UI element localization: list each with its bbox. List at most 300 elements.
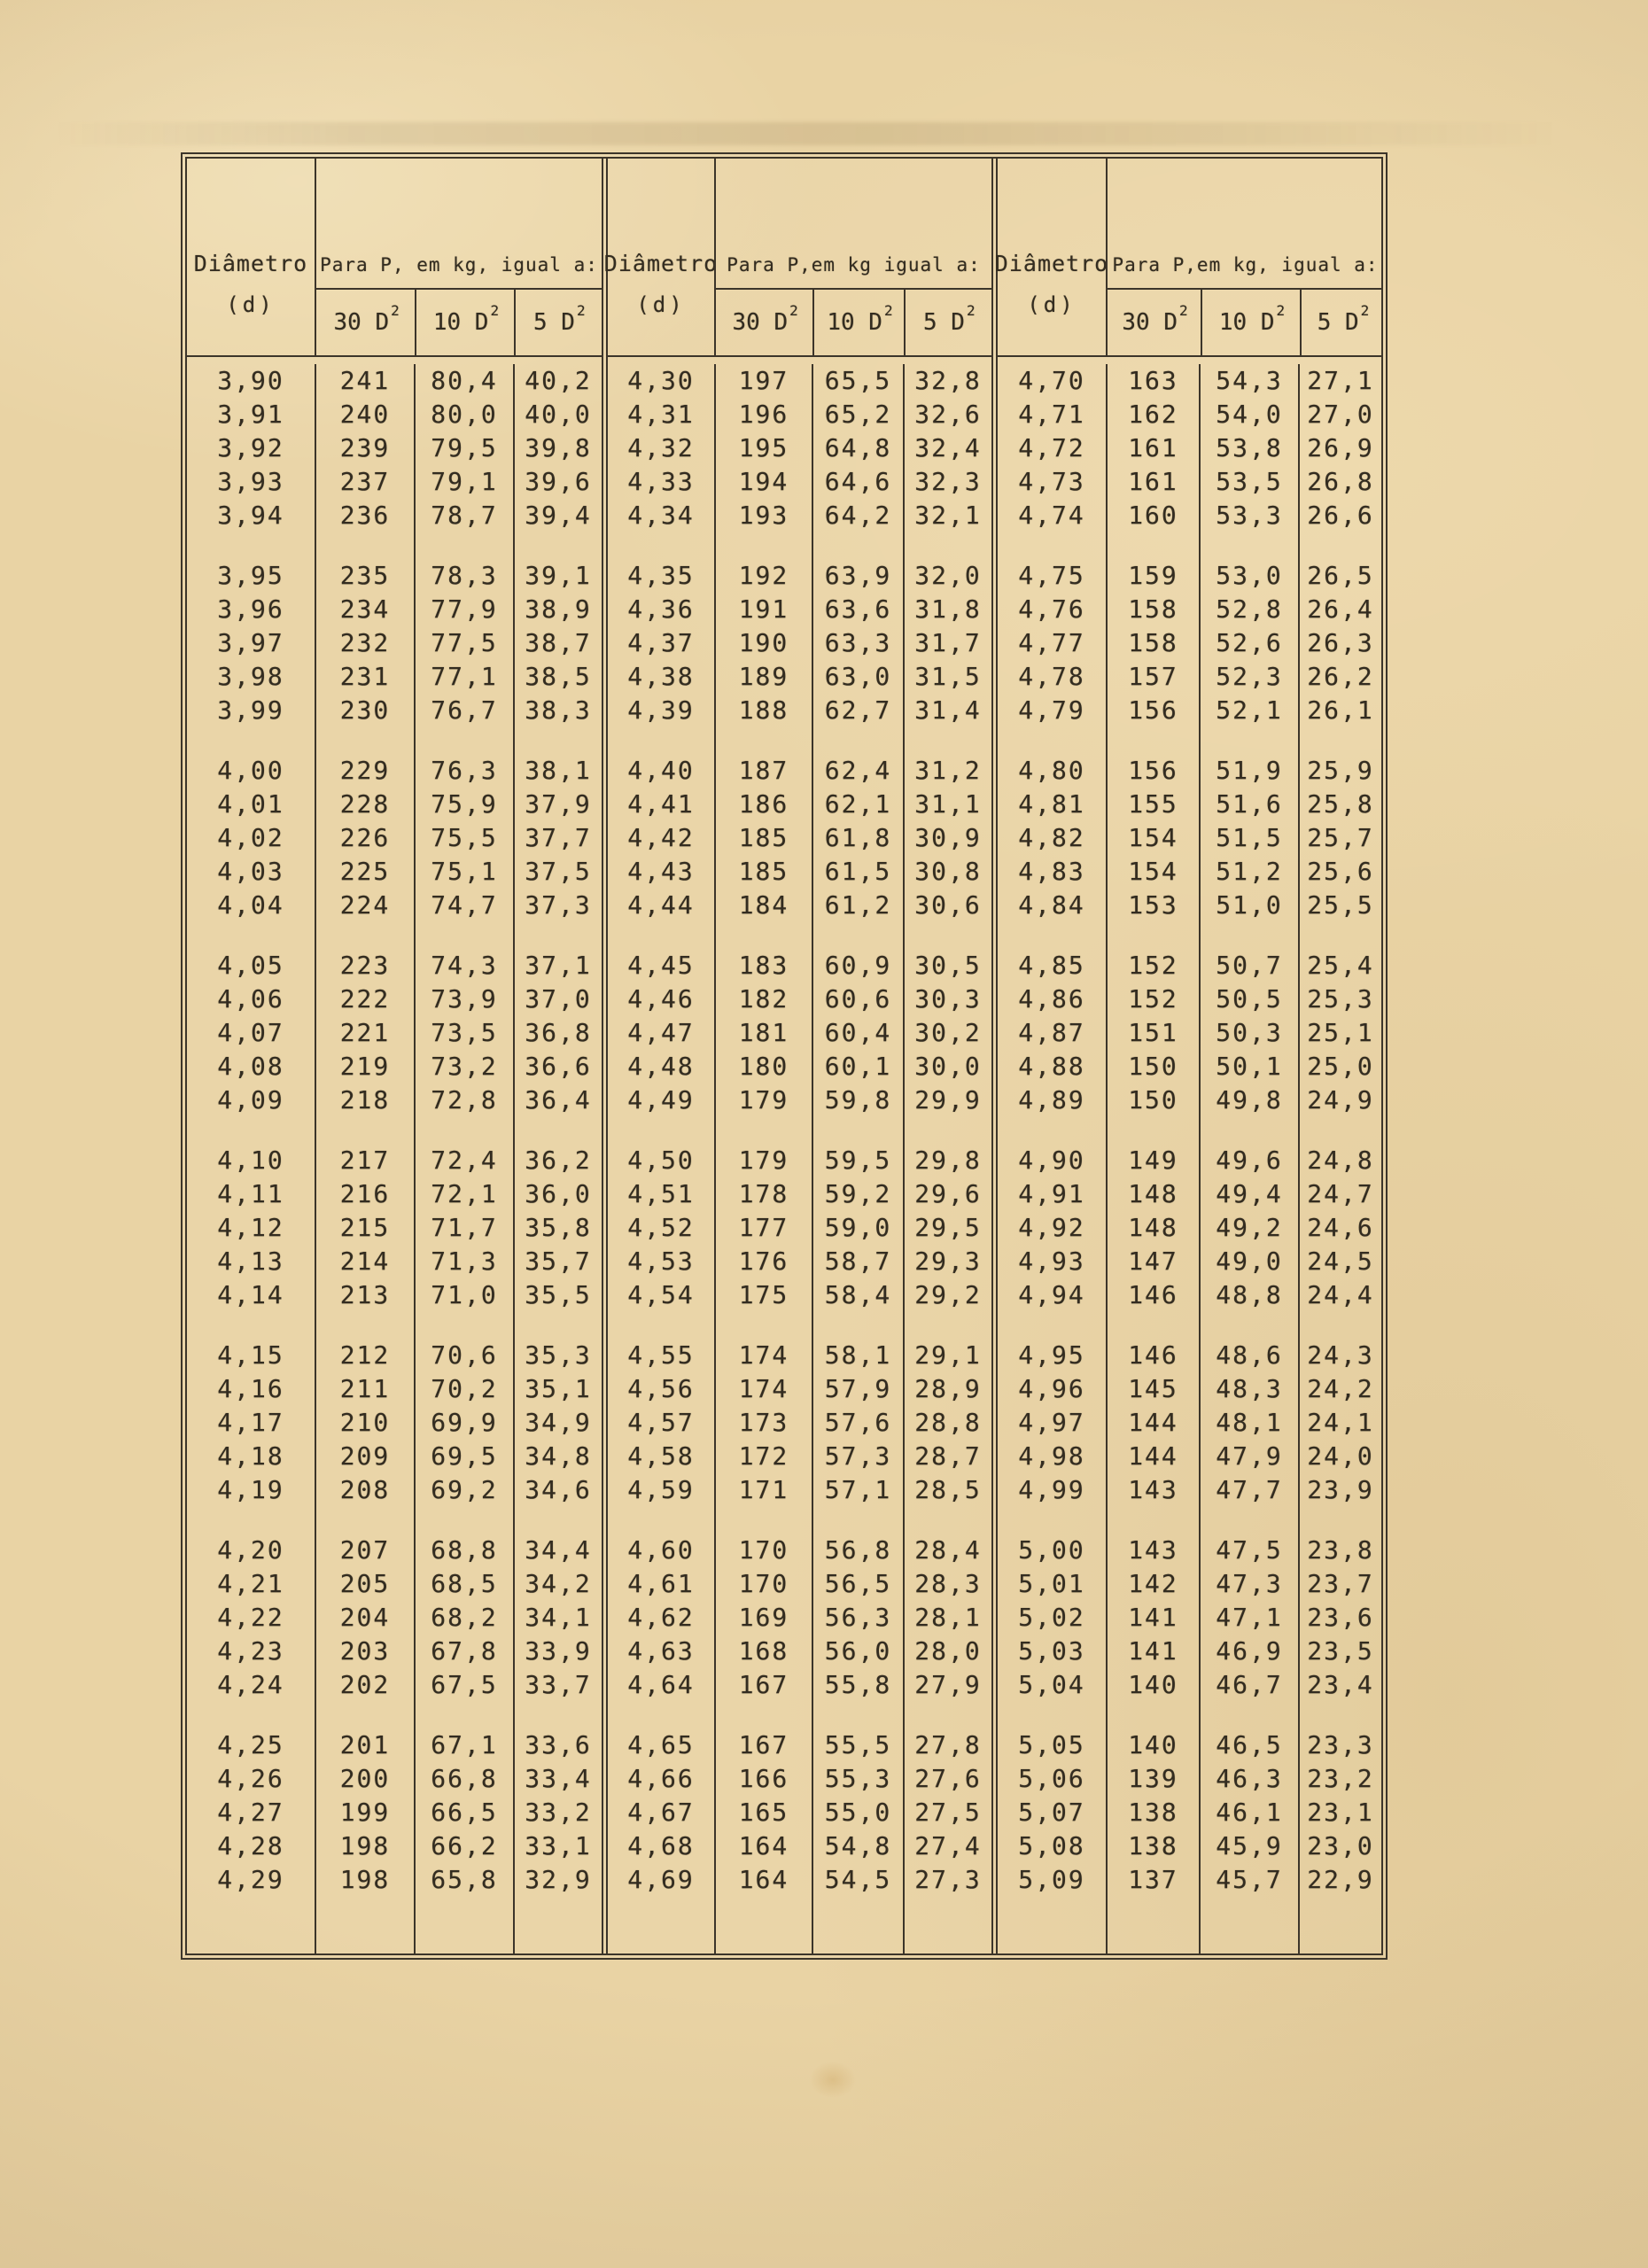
cell-5d2: 28,0	[914, 1636, 982, 1666]
cell-5d2: 38,9	[525, 594, 592, 624]
pressure-diameter-table	[181, 152, 1388, 1960]
cell-5d2: 37,7	[525, 823, 592, 852]
cell-5d2: 22,9	[1307, 1865, 1374, 1894]
cell-5d2: 33,6	[525, 1730, 592, 1759]
cell-30d2: 235	[339, 561, 391, 590]
cell-30d2: 180	[738, 1052, 789, 1081]
cell-30d2: 201	[339, 1730, 391, 1759]
cell-5d2: 27,9	[914, 1670, 982, 1699]
cell-10d2: 67,1	[431, 1730, 498, 1759]
cell-diameter: 4,40	[627, 756, 695, 785]
para-header: Para P,em kg, igual a:	[1108, 159, 1383, 290]
cell-30d2: 209	[339, 1441, 391, 1471]
cell-30d2: 184	[738, 890, 789, 920]
row-block	[716, 1339, 812, 1507]
para-header-zone	[315, 159, 602, 355]
cell-10d2: 49,6	[1216, 1146, 1283, 1175]
row-block	[187, 1144, 315, 1312]
cell-10d2: 75,1	[431, 857, 498, 886]
cell-30d2: 158	[1128, 594, 1178, 624]
cell-30d2: 174	[738, 1340, 789, 1370]
column-label-base: 5 D	[1317, 309, 1359, 336]
row-block	[187, 364, 315, 532]
cell-30d2: 170	[738, 1569, 789, 1598]
diameter-unit: (d)	[636, 291, 686, 317]
row-block	[998, 1534, 1106, 1702]
cell-30d2: 164	[738, 1865, 789, 1894]
cell-5d2: 28,1	[914, 1603, 982, 1632]
group-header	[187, 159, 602, 357]
cell-30d2: 216	[339, 1179, 391, 1208]
cell-10d2: 47,3	[1216, 1569, 1283, 1598]
row-block	[716, 1144, 812, 1312]
column-label-exponent: 2	[966, 301, 976, 319]
cell-10d2: 66,8	[431, 1764, 498, 1793]
cell-diameter: 4,52	[627, 1213, 695, 1242]
cell-5d2: 32,0	[914, 561, 982, 590]
column-label-base: 10 D	[827, 309, 882, 336]
column-label-10d2	[1201, 290, 1300, 355]
cell-10d2: 56,3	[824, 1603, 892, 1632]
row-block	[1300, 1534, 1381, 1702]
cell-10d2: 65,2	[824, 400, 892, 429]
diameter-header-cell	[994, 159, 1109, 355]
column-labels-row	[316, 290, 602, 355]
column-label-exponent: 2	[789, 301, 798, 319]
diameter-unit: (d)	[226, 291, 276, 317]
cell-10d2: 75,9	[431, 789, 498, 819]
row-block	[515, 754, 602, 922]
cell-30d2: 178	[738, 1179, 789, 1208]
cell-30d2: 154	[1128, 857, 1178, 886]
cell-30d2: 152	[1128, 951, 1178, 980]
cell-diameter: 4,21	[217, 1569, 284, 1598]
row-block	[813, 949, 903, 1117]
cell-diameter: 4,78	[1018, 662, 1085, 691]
cell-30d2: 189	[738, 662, 789, 691]
cell-10d2: 55,0	[824, 1798, 892, 1827]
cell-30d2: 192	[738, 561, 789, 590]
cell-5d2: 26,4	[1307, 594, 1374, 624]
cell-10d2: 71,3	[431, 1247, 498, 1276]
cell-diameter: 3,99	[217, 695, 284, 725]
cell-5d2: 28,4	[914, 1535, 982, 1565]
cell-10d2: 52,3	[1216, 662, 1283, 691]
cell-5d2: 24,0	[1307, 1441, 1374, 1471]
data-column-5d2	[513, 364, 602, 1953]
row-block	[1201, 1339, 1298, 1507]
cell-5d2: 29,9	[914, 1085, 982, 1115]
cell-diameter: 4,71	[1018, 400, 1085, 429]
cell-10d2: 50,7	[1216, 951, 1283, 980]
cell-10d2: 74,3	[431, 951, 498, 980]
cell-10d2: 45,7	[1216, 1865, 1283, 1894]
cell-diameter: 4,58	[627, 1441, 695, 1471]
cell-30d2: 186	[738, 789, 789, 819]
row-block	[316, 1144, 414, 1312]
cell-10d2: 56,0	[824, 1636, 892, 1666]
cell-diameter: 4,66	[627, 1764, 695, 1793]
cell-diameter: 4,29	[217, 1865, 284, 1894]
cell-10d2: 70,2	[431, 1374, 498, 1403]
cell-diameter: 4,88	[1018, 1052, 1085, 1081]
row-block	[998, 559, 1106, 727]
row-block	[1300, 1728, 1381, 1897]
cell-10d2: 48,1	[1216, 1408, 1283, 1437]
cell-5d2: 30,9	[914, 823, 982, 852]
row-block	[515, 1144, 602, 1312]
cell-diameter: 4,18	[217, 1441, 284, 1471]
cell-10d2: 62,1	[824, 789, 892, 819]
cell-30d2: 208	[339, 1475, 391, 1504]
cell-diameter: 4,68	[627, 1831, 695, 1860]
cell-diameter: 4,30	[627, 366, 695, 395]
cell-10d2: 69,5	[431, 1441, 498, 1471]
cell-5d2: 39,6	[525, 467, 592, 496]
cell-5d2: 40,0	[525, 400, 592, 429]
cell-diameter: 4,73	[1018, 467, 1085, 496]
row-block	[416, 364, 513, 532]
cell-10d2: 47,1	[1216, 1603, 1283, 1632]
cell-5d2: 24,9	[1307, 1085, 1374, 1115]
cell-30d2: 237	[339, 467, 391, 496]
cell-diameter: 4,48	[627, 1052, 695, 1081]
cell-10d2: 57,1	[824, 1475, 892, 1504]
cell-diameter: 4,12	[217, 1213, 284, 1242]
cell-30d2: 212	[339, 1340, 391, 1370]
cell-diameter: 4,02	[217, 823, 284, 852]
row-block	[905, 949, 991, 1117]
cell-10d2: 61,5	[824, 857, 892, 886]
cell-10d2: 67,5	[431, 1670, 498, 1699]
cell-10d2: 60,9	[824, 951, 892, 980]
column-label-exponent: 2	[1360, 301, 1370, 319]
row-block	[905, 1339, 991, 1507]
cell-diameter: 4,16	[217, 1374, 284, 1403]
cell-30d2: 207	[339, 1535, 391, 1565]
cell-diameter: 5,08	[1018, 1831, 1085, 1860]
cell-diameter: 4,75	[1018, 561, 1085, 590]
cell-10d2: 64,8	[824, 433, 892, 462]
column-label-5d2	[1300, 290, 1383, 355]
para-header-zone	[1106, 159, 1383, 355]
row-block	[187, 1339, 315, 1507]
cell-10d2: 48,3	[1216, 1374, 1283, 1403]
row-block	[316, 559, 414, 727]
cell-30d2: 148	[1128, 1179, 1178, 1208]
row-block	[416, 1144, 513, 1312]
row-block	[998, 1339, 1106, 1507]
cell-30d2: 228	[339, 789, 391, 819]
cell-10d2: 55,5	[824, 1730, 892, 1759]
cell-5d2: 28,8	[914, 1408, 982, 1437]
cell-30d2: 142	[1128, 1569, 1178, 1598]
cell-30d2: 205	[339, 1569, 391, 1598]
cell-5d2: 27,5	[914, 1798, 982, 1827]
cell-diameter: 4,09	[217, 1085, 284, 1115]
diameter-header-cell	[187, 159, 315, 355]
cell-diameter: 4,33	[627, 467, 695, 496]
cell-10d2: 49,0	[1216, 1247, 1283, 1276]
cell-5d2: 26,6	[1307, 501, 1374, 530]
cell-5d2: 36,6	[525, 1052, 592, 1081]
cell-5d2: 33,4	[525, 1764, 592, 1793]
cell-5d2: 27,3	[914, 1865, 982, 1894]
cell-5d2: 27,8	[914, 1730, 982, 1759]
cell-5d2: 23,1	[1307, 1798, 1374, 1827]
cell-5d2: 26,1	[1307, 695, 1374, 725]
cell-5d2: 36,8	[525, 1018, 592, 1047]
cell-diameter: 4,99	[1018, 1475, 1085, 1504]
cell-30d2: 169	[738, 1603, 789, 1632]
diameter-label: Diâmetro	[193, 250, 308, 276]
cell-10d2: 51,9	[1216, 756, 1283, 785]
row-block	[316, 949, 414, 1117]
cell-10d2: 73,5	[431, 1018, 498, 1047]
cell-5d2: 36,2	[525, 1146, 592, 1175]
cell-diameter: 4,63	[627, 1636, 695, 1666]
cell-10d2: 76,3	[431, 756, 498, 785]
para-header-zone	[714, 159, 991, 355]
cell-30d2: 139	[1128, 1764, 1178, 1793]
group-body	[608, 357, 991, 1953]
cell-30d2: 195	[738, 433, 789, 462]
cell-10d2: 79,1	[431, 467, 498, 496]
cell-30d2: 152	[1128, 984, 1178, 1014]
cell-10d2: 78,3	[431, 561, 498, 590]
cell-10d2: 45,9	[1216, 1831, 1283, 1860]
cell-10d2: 53,0	[1216, 561, 1283, 590]
cell-5d2: 33,7	[525, 1670, 592, 1699]
cell-5d2: 37,0	[525, 984, 592, 1014]
cell-30d2: 239	[339, 433, 391, 462]
cell-10d2: 60,4	[824, 1018, 892, 1047]
cell-30d2: 156	[1128, 756, 1178, 785]
cell-diameter: 4,55	[627, 1340, 695, 1370]
cell-5d2: 30,8	[914, 857, 982, 886]
cell-5d2: 32,9	[525, 1865, 592, 1894]
row-block	[1300, 1144, 1381, 1312]
cell-10d2: 73,9	[431, 984, 498, 1014]
cell-10d2: 66,5	[431, 1798, 498, 1827]
cell-30d2: 190	[738, 628, 789, 657]
row-block	[515, 1534, 602, 1702]
cell-diameter: 4,25	[217, 1730, 284, 1759]
column-label-base: 30 D	[732, 309, 789, 336]
cell-30d2: 159	[1128, 561, 1178, 590]
row-block	[1108, 559, 1199, 727]
row-block	[1201, 949, 1298, 1117]
row-block	[416, 1339, 513, 1507]
cell-diameter: 4,59	[627, 1475, 695, 1504]
cell-5d2: 29,6	[914, 1179, 982, 1208]
diameter-unit: (d)	[1027, 291, 1077, 317]
row-block	[716, 949, 812, 1117]
row-block	[998, 949, 1106, 1117]
diameter-header-cell	[603, 159, 719, 355]
cell-5d2: 31,2	[914, 756, 982, 785]
cell-30d2: 241	[339, 366, 391, 395]
row-block	[716, 364, 812, 532]
cell-diameter: 4,27	[217, 1798, 284, 1827]
cell-30d2: 203	[339, 1636, 391, 1666]
row-block	[515, 949, 602, 1117]
cell-10d2: 54,0	[1216, 400, 1283, 429]
data-column-diameter	[187, 364, 315, 1953]
row-block	[187, 754, 315, 922]
cell-30d2: 225	[339, 857, 391, 886]
cell-5d2: 28,3	[914, 1569, 982, 1598]
cell-diameter: 3,97	[217, 628, 284, 657]
cell-10d2: 50,5	[1216, 984, 1283, 1014]
column-label-exponent: 2	[391, 301, 400, 319]
row-block	[1108, 1144, 1199, 1312]
column-label-base: 10 D	[1218, 309, 1275, 336]
row-block	[813, 1728, 903, 1897]
cell-diameter: 4,83	[1018, 857, 1085, 886]
cell-10d2: 67,8	[431, 1636, 498, 1666]
cell-5d2: 30,0	[914, 1052, 982, 1081]
cell-5d2: 32,4	[914, 433, 982, 462]
cell-30d2: 236	[339, 501, 391, 530]
cell-5d2: 34,6	[525, 1475, 592, 1504]
cell-diameter: 3,91	[217, 400, 284, 429]
cell-10d2: 51,2	[1216, 857, 1283, 886]
cell-30d2: 140	[1128, 1670, 1178, 1699]
cell-10d2: 47,5	[1216, 1535, 1283, 1565]
cell-30d2: 143	[1128, 1535, 1178, 1565]
row-block	[1108, 949, 1199, 1117]
row-block	[515, 559, 602, 727]
cell-diameter: 4,31	[627, 400, 695, 429]
cell-30d2: 143	[1128, 1475, 1178, 1504]
data-column-diameter	[608, 364, 714, 1953]
cell-10d2: 48,6	[1216, 1340, 1283, 1370]
cell-5d2: 39,4	[525, 501, 592, 530]
cell-10d2: 52,8	[1216, 594, 1283, 624]
cell-30d2: 213	[339, 1280, 391, 1309]
table-group-1	[187, 159, 602, 1953]
column-label-base: 30 D	[333, 309, 390, 336]
cell-10d2: 58,7	[824, 1247, 892, 1276]
cell-5d2: 29,1	[914, 1340, 982, 1370]
diameter-label: Diâmetro	[603, 250, 719, 276]
cell-10d2: 60,6	[824, 984, 892, 1014]
cell-diameter: 4,81	[1018, 789, 1085, 819]
row-block	[1108, 364, 1199, 532]
cell-10d2: 64,2	[824, 501, 892, 530]
cell-5d2: 32,6	[914, 400, 982, 429]
cell-diameter: 3,93	[217, 467, 284, 496]
cell-diameter: 4,34	[627, 501, 695, 530]
cell-30d2: 222	[339, 984, 391, 1014]
cell-30d2: 165	[738, 1798, 789, 1827]
cell-5d2: 25,8	[1307, 789, 1374, 819]
cell-5d2: 31,4	[914, 695, 982, 725]
cell-diameter: 4,80	[1018, 756, 1085, 785]
cell-5d2: 23,4	[1307, 1670, 1374, 1699]
cell-5d2: 30,3	[914, 984, 982, 1014]
cell-5d2: 37,3	[525, 890, 592, 920]
cell-diameter: 4,24	[217, 1670, 284, 1699]
row-block	[608, 949, 714, 1117]
cell-10d2: 72,1	[431, 1179, 498, 1208]
cell-5d2: 23,8	[1307, 1535, 1374, 1565]
cell-30d2: 179	[738, 1085, 789, 1115]
row-block	[608, 364, 714, 532]
cell-diameter: 4,56	[627, 1374, 695, 1403]
cell-diameter: 4,01	[217, 789, 284, 819]
cell-5d2: 24,1	[1307, 1408, 1374, 1437]
cell-diameter: 4,28	[217, 1831, 284, 1860]
cell-30d2: 148	[1128, 1213, 1178, 1242]
column-label-base: 5 D	[923, 309, 965, 336]
cell-30d2: 183	[738, 951, 789, 980]
cell-5d2: 32,8	[914, 366, 982, 395]
cell-30d2: 160	[1128, 501, 1178, 530]
row-block	[1201, 754, 1298, 922]
cell-diameter: 4,70	[1018, 366, 1085, 395]
row-block	[1201, 364, 1298, 532]
cell-10d2: 51,6	[1216, 789, 1283, 819]
cell-30d2: 191	[738, 594, 789, 624]
cell-30d2: 240	[339, 400, 391, 429]
cell-diameter: 4,07	[217, 1018, 284, 1047]
cell-5d2: 32,1	[914, 501, 982, 530]
cell-30d2: 199	[339, 1798, 391, 1827]
row-block	[1201, 1144, 1298, 1312]
cell-diameter: 4,04	[217, 890, 284, 920]
cell-diameter: 4,03	[217, 857, 284, 886]
cell-diameter: 4,60	[627, 1535, 695, 1565]
cell-10d2: 52,1	[1216, 695, 1283, 725]
cell-10d2: 71,0	[431, 1280, 498, 1309]
cell-30d2: 150	[1128, 1052, 1178, 1081]
cell-diameter: 5,00	[1018, 1535, 1085, 1565]
cell-30d2: 146	[1128, 1280, 1178, 1309]
cell-5d2: 25,3	[1307, 984, 1374, 1014]
group-header	[603, 159, 991, 357]
cell-10d2: 52,6	[1216, 628, 1283, 657]
cell-5d2: 26,5	[1307, 561, 1374, 590]
row-block	[416, 1728, 513, 1897]
cell-30d2: 174	[738, 1374, 789, 1403]
cell-30d2: 210	[339, 1408, 391, 1437]
cell-diameter: 4,53	[627, 1247, 695, 1276]
cell-diameter: 4,54	[627, 1280, 695, 1309]
cell-5d2: 31,8	[914, 594, 982, 624]
cell-5d2: 35,1	[525, 1374, 592, 1403]
para-header: Para P, em kg, igual a:	[316, 159, 602, 290]
row-block	[416, 949, 513, 1117]
cell-10d2: 46,1	[1216, 1798, 1283, 1827]
column-label-5d2	[904, 290, 991, 355]
cell-10d2: 65,8	[431, 1865, 498, 1894]
data-column-10d2	[1199, 364, 1298, 1953]
cell-diameter: 4,41	[627, 789, 695, 819]
cell-30d2: 177	[738, 1213, 789, 1242]
cell-30d2: 141	[1128, 1603, 1178, 1632]
cell-10d2: 53,5	[1216, 467, 1283, 496]
cell-5d2: 25,5	[1307, 890, 1374, 920]
cell-diameter: 4,37	[627, 628, 695, 657]
column-label-10d2	[415, 290, 513, 355]
cell-10d2: 62,4	[824, 756, 892, 785]
cell-10d2: 53,8	[1216, 433, 1283, 462]
cell-10d2: 54,8	[824, 1831, 892, 1860]
cell-5d2: 29,8	[914, 1146, 982, 1175]
cell-5d2: 35,5	[525, 1280, 592, 1309]
